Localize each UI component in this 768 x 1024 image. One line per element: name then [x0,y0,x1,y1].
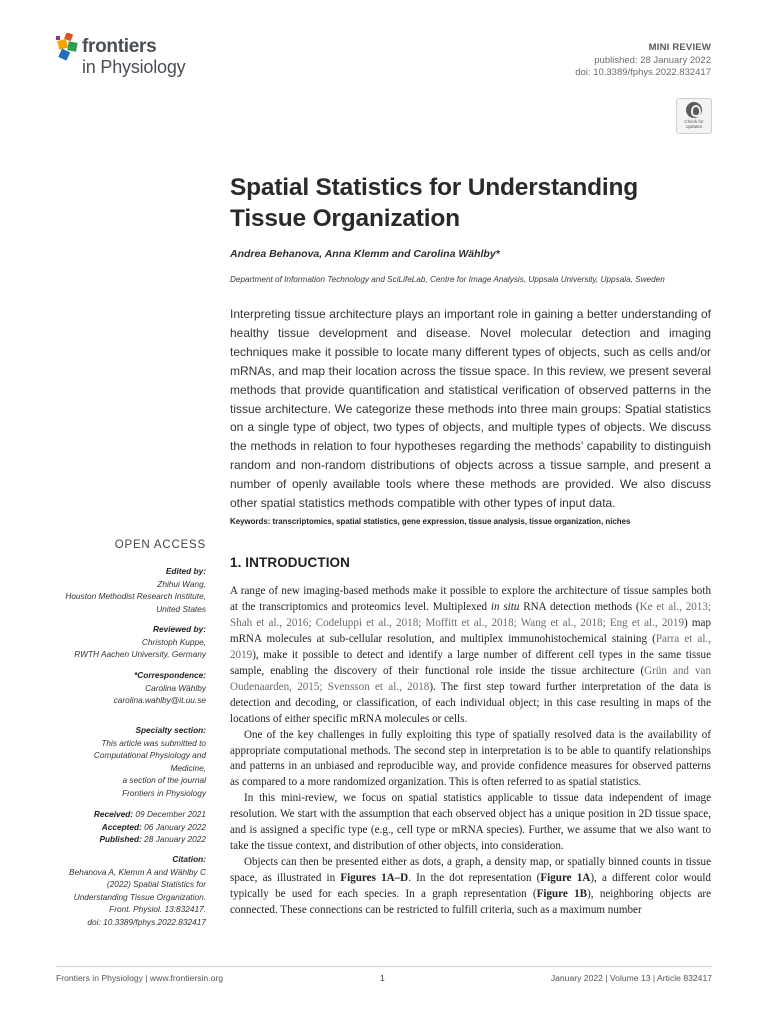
citation-line-5[interactable]: doi: 10.3389/fphys.2022.832417 [87,916,206,927]
citation-link[interactable]: Parra et al., 2019 [230,632,711,661]
article-type: MINI REVIEW [648,42,711,53]
received-heading: Received: [93,809,134,819]
accepted-heading: Accepted: [101,821,142,832]
paragraph-4: Objects can then be presented either as dots, a graph, a density map, or spatially binned counts in tissue space, as illustrated in Figures 1A–D. In the dot representation (Figure 1A), a different color would typically be used for each species. In a graph representation (Figure 1B), neighboring objects are connected. These connections can be restricted to fulfill criteria, such as a maximum number [230,856,711,917]
figure-link[interactable]: Figures 1A–D [340,872,409,885]
specialty-line-4: a section of the journal [122,775,206,786]
correspondence-heading: *Correspondence: [134,670,206,680]
keywords [230,517,711,526]
accepted-date: 06 January 2022 [144,821,206,832]
journal-name-secondary: in Physiology [82,57,186,77]
specialty-line-2: Computational Physiology and [93,750,206,761]
abstract: Interpreting tissue architecture plays an important role in gaining a better understanding of healthy tissue development and disease. Novel molecular detection and imaging techniques make it possible to locate many different types of objects, such as cells and/or mRNAs, and map their location across the tissue space. In this review, we present several methods that provide quantification and statistical verification of observed patterns in the tissue architecture. We categorize these methods into three main groups: Spatial statistics on a single type of object, two types of objects, and multiple types of objects. We discuss the methods in relation to four hypotheses regarding the methods’ capability to distinguish random and non-random distributions of objects across a tissue sample, and present a number of openly available tools where these methods are provided. We also discuss other spatial statistics methods compatible with other types of input data. [230,307,711,511]
affiliation: Department of Information Technology and SciLifeLab, Centre for Image Analysis, Uppsala University, Uppsala, Sweden [230,275,665,284]
correspondence-email[interactable]: carolina.wahlby@it.uu.se [113,695,206,706]
paragraph-3: In this mini-review, we focus on spatial statistics applicable to tissue data independent of image resolution. We start with the assumption that each observed object has a unique position in 2D tissue space, and is assigned a specific type (e.g., cell type or mRNA species). Further, we assume that we also want to take the tissue context, and distribution of other objects, into consideration. [230,792,711,853]
section-heading: 1. INTRODUCTION [230,555,351,570]
paragraph-2: One of the key challenges in fully exploiting this type of spatially resolved data is the availability of appropriate computational methods. The second step in interpretation is to be able to quantify relationships and patterns in an unbiased and reproducible way, and provide confidence measures for observed patterns as compared to a more randomized organization. This is often referred to as spatial statistics. [230,728,711,789]
frontiers-logo-icon [56,33,80,61]
keywords-label: Keywords: [230,517,271,526]
footer-journal-link[interactable]: Frontiers in Physiology | www.frontiersin.org [56,973,224,983]
editor-country: United States [156,603,206,614]
reviewed-by-block [52,623,206,661]
bookmark-icon [686,102,702,118]
reviewer-name: Christoph Kuppe, [141,636,206,647]
reviewed-by-heading: Reviewed by: [152,624,206,634]
citation-link[interactable]: Ke et al., 2013; Shah et al., 2016; Codeluppi et al., 2018; Moffitt et al., 2018; Wang et al., 2018; Eng et al., 2019 [230,600,711,629]
badge-label-1: Check for [684,119,704,124]
editor-affil: Houston Methodist Research Institute, [65,591,206,602]
editor-name: Zhihui Wang, [157,578,206,589]
citation-line-1: Behanova A, Klemm A and Wählby C [69,866,206,877]
citation-line-3: Understanding Tissue Organization. [73,891,206,902]
page-number: 1 [380,973,385,983]
figure-link[interactable]: Figure 1B [536,888,588,901]
reviewer-affil: RWTH Aachen University, Germany [74,649,206,660]
published-date: published: 28 January 2022 [594,54,711,66]
journal-name-primary: frontiers [82,36,157,57]
received-date: 09 December 2021 [135,809,206,819]
open-access-label: OPEN ACCESS [114,539,206,551]
edited-by-block [52,565,206,615]
dates-block [52,808,206,846]
check-for-updates-badge[interactable] [676,98,712,134]
specialty-heading: Specialty section: [135,725,206,735]
paragraph-1: A range of new imaging-based methods make it possible to explore the architecture of tissue samples both at the transcriptomics and proteomics level. Multiplexed in situ RNA detection methods (Ke et al., 2013; Shah et al., 2016; Codeluppi et al., 2018; Moffitt et al., 2018; Wang et al., 2018; Eng et al., 2019) map mRNA molecules at sub-cellular resolution, and multiplex immunohistochemical staining (Parra et al., 2019), make it possible to detect and identify a large number of different cell types in the same tissue sample, enabling the discovery of their functional role inside the tissue architecture (Grün and van Oudenaarden, 2015; Svensson et al., 2018). The first step toward further interpretation of the data is detection and decoding, or classification, of each individual object; in this case resulting in maps of the locations of either specific mRNA molecules or cells. [230,585,711,725]
introduction-body [230,584,711,919]
citation-heading: Citation: [172,854,206,864]
journal-logo[interactable] [56,33,196,81]
keywords-text: transcriptomics, spatial statistics, gene expression, tissue analysis, tissue organization, niches [272,517,631,526]
specialty-section-block [52,724,206,800]
citation-link[interactable]: Grün and van Oudenaarden, 2015; Svensson et al., 2018 [230,664,711,693]
citation-block [52,853,206,929]
author-list: Andrea Behanova, Anna Klemm and Carolina Wählby* [230,248,500,260]
specialty-line-1: This article was submitted to [101,737,206,748]
figure-link[interactable]: Figure 1A [540,872,591,885]
specialty-line-3: Medicine, [170,762,206,773]
correspondence-block [52,669,206,707]
specialty-line-5: Frontiers in Physiology [122,787,206,798]
article-doi[interactable]: doi: 10.3389/fphys.2022.832417 [575,67,711,78]
correspondence-name: Carolina Wählby [145,682,206,693]
published-heading: Published: [99,834,142,845]
published-date-side: 28 January 2022 [144,834,206,845]
citation-line-4: Front. Physiol. 13:832417. [109,904,206,915]
footer-volume-info: January 2022 | Volume 13 | Article 832417 [550,973,712,983]
edited-by-heading: Edited by: [165,566,206,576]
citation-line-2: (2022) Spatial Statistics for [106,879,206,890]
article-title: Spatial Statistics for Understanding Tissue Organization [230,174,639,232]
article-meta [575,42,711,80]
footer-divider [56,966,712,967]
badge-label-2: updates [685,124,702,129]
